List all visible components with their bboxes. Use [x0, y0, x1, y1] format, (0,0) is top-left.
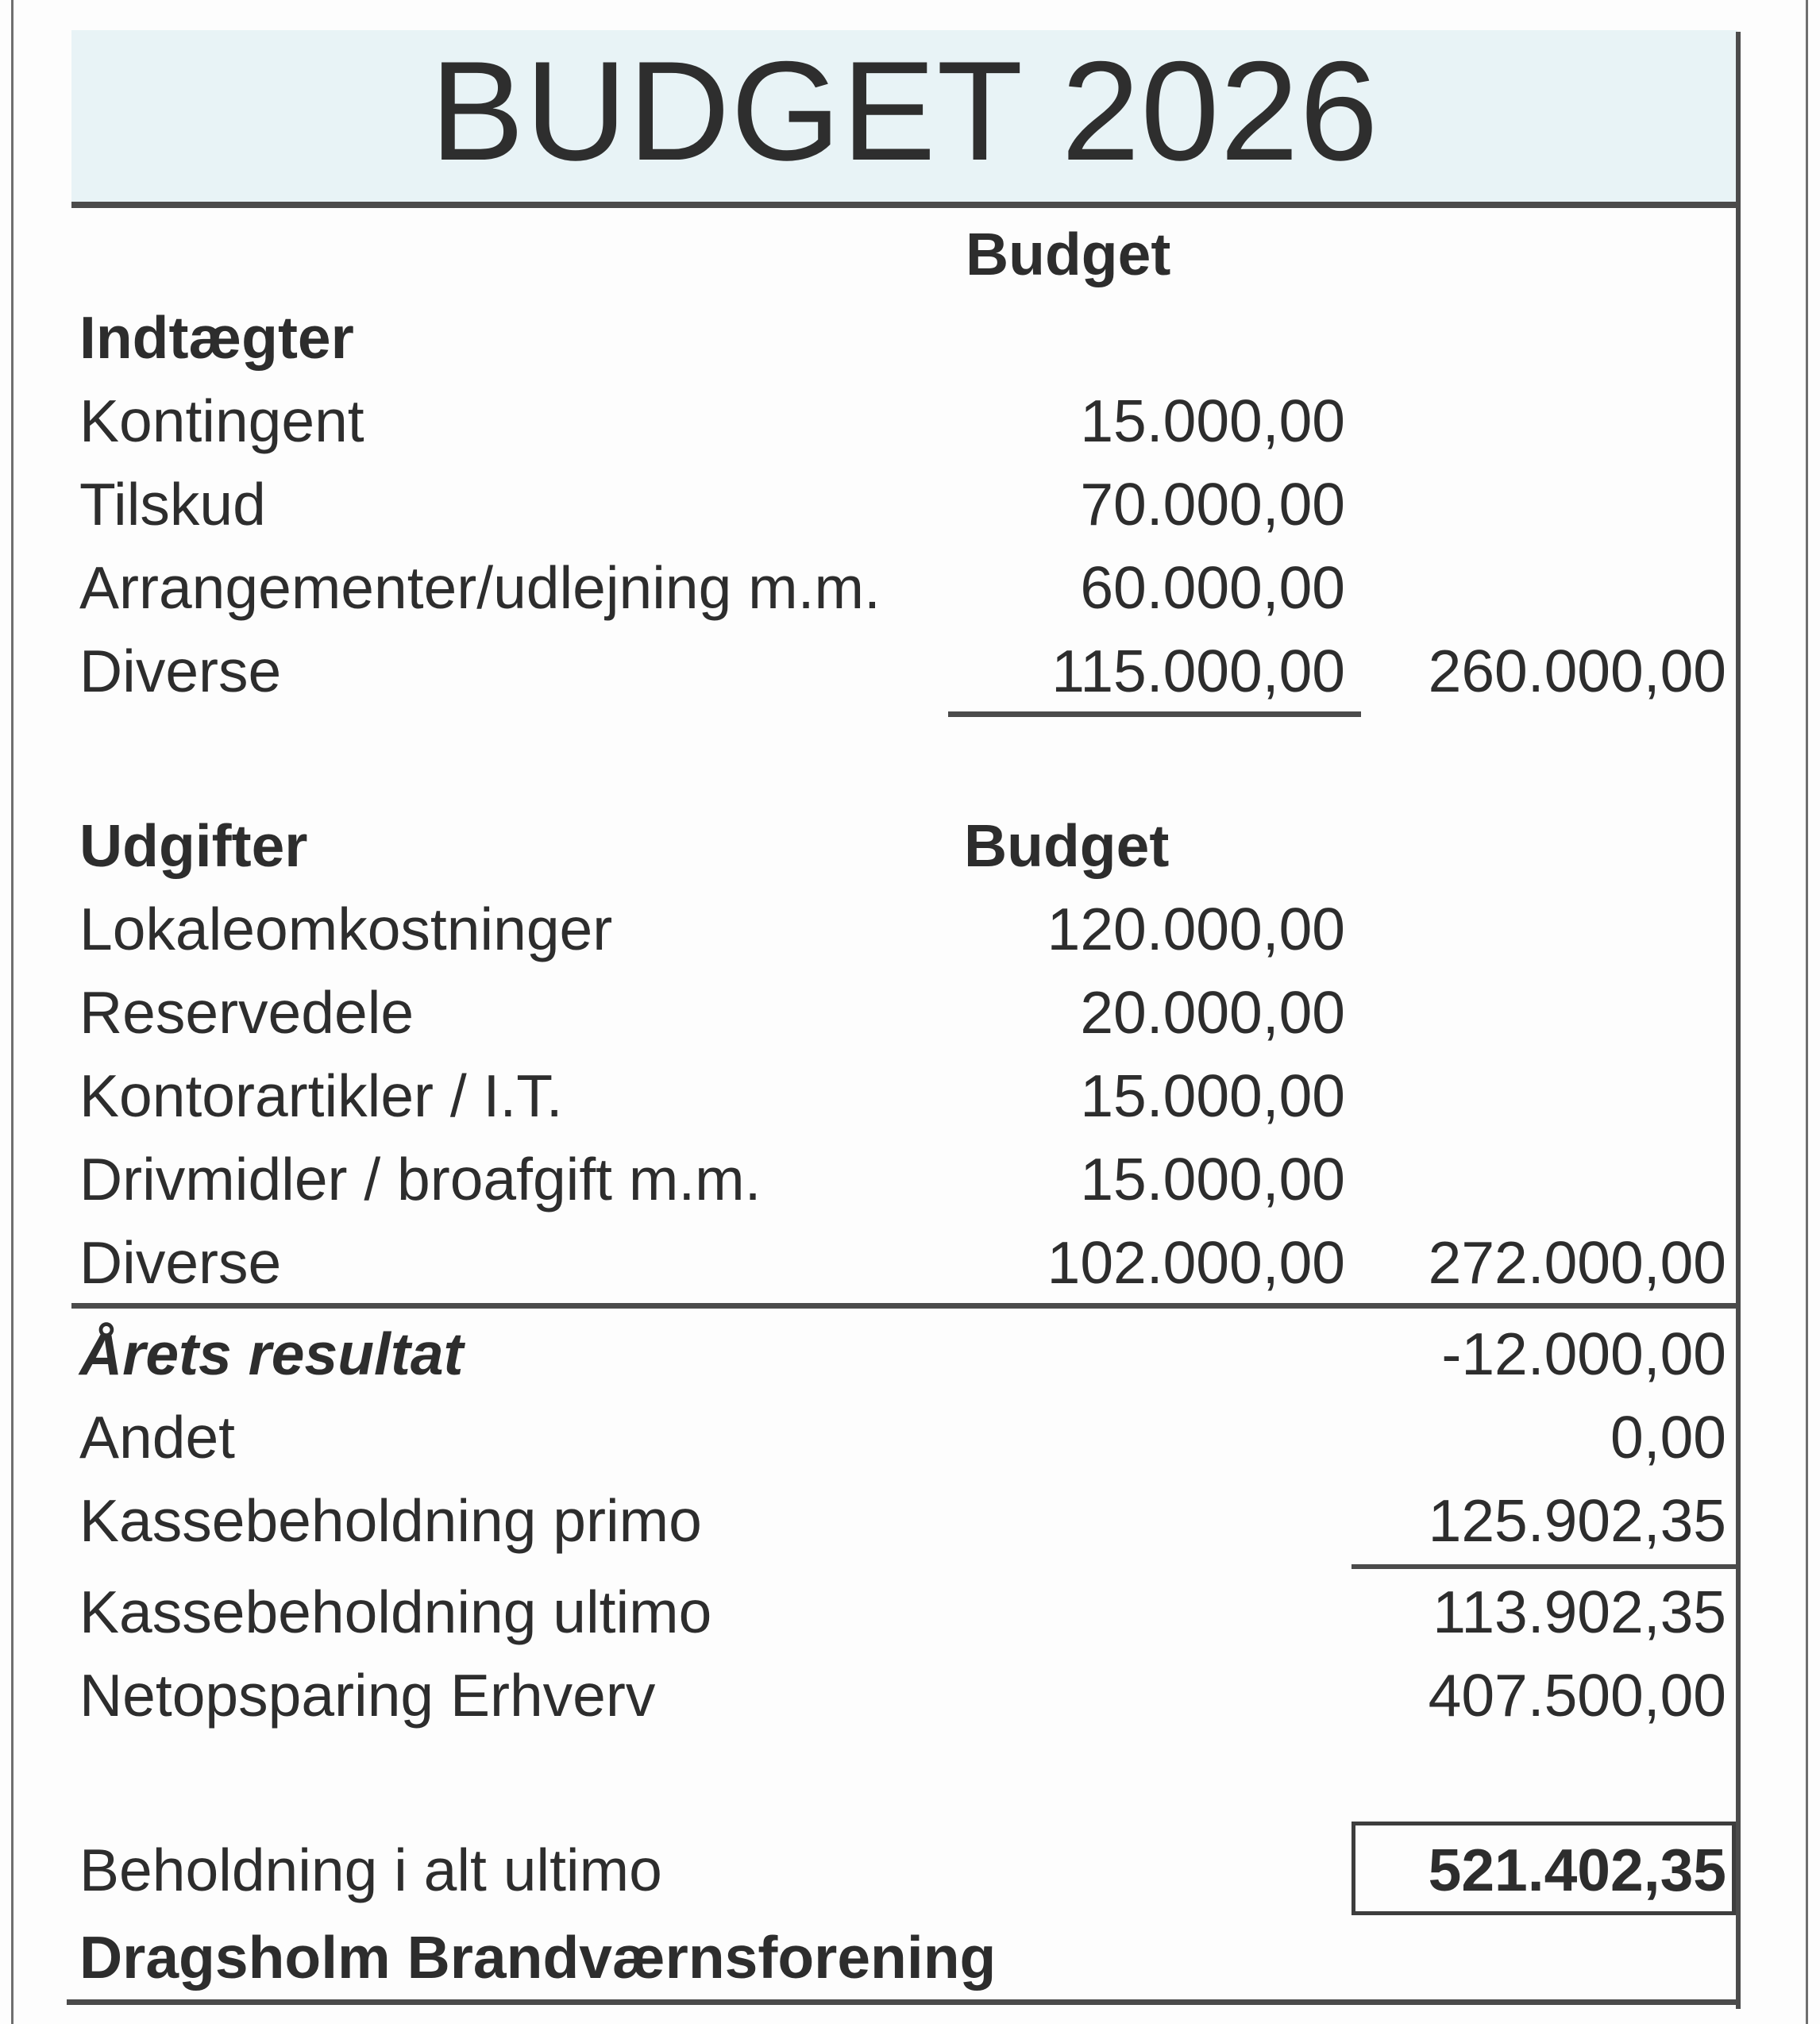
- income-label-1: Kontingent: [79, 387, 364, 454]
- cash-closing-label: Kassebeholdning ultimo: [79, 1579, 712, 1645]
- income-heading: Indtægter: [79, 304, 354, 371]
- income-amount-3: 60.000,00: [1080, 554, 1345, 621]
- page-title: BUDGET 2026: [430, 32, 1379, 190]
- cash-closing-amount: 113.902,35: [1432, 1579, 1726, 1645]
- title-underline: [71, 202, 1741, 208]
- result-label: Årets resultat: [79, 1320, 464, 1387]
- expense-amount-2: 20.000,00: [1080, 979, 1345, 1046]
- other-label: Andet: [79, 1404, 235, 1471]
- expense-amount-5: 102.000,00: [1047, 1229, 1345, 1296]
- expense-amount-3: 15.000,00: [1080, 1062, 1345, 1129]
- expense-label-5: Diverse: [79, 1229, 282, 1296]
- expense-label-1: Lokaleomkostninger: [79, 896, 613, 962]
- expense-amount-1: 120.000,00: [1047, 896, 1345, 962]
- organization-name: Dragsholm Brandværnsforening: [79, 1924, 997, 1991]
- expense-label-4: Drivmidler / broafgift m.m.: [79, 1146, 762, 1212]
- grand-total-amount: 521.402,35: [1428, 1837, 1726, 1903]
- grand-total-label: Beholdning i alt ultimo: [79, 1837, 662, 1903]
- cash-opening-label: Kassebeholdning primo: [79, 1487, 702, 1554]
- income-amount-4: 115.000,00: [1051, 638, 1345, 704]
- result-amount: -12.000,00: [1441, 1320, 1726, 1387]
- income-amount-1: 15.000,00: [1080, 387, 1345, 454]
- income-subtotal-rule: [948, 711, 1361, 717]
- expenses-heading: Udgifter: [79, 812, 308, 879]
- expenses-budget-header: Budget: [964, 812, 1170, 879]
- income-label-2: Tilskud: [79, 471, 266, 538]
- budget-column-header: Budget: [966, 221, 1171, 287]
- expense-amount-4: 15.000,00: [1080, 1146, 1345, 1212]
- income-label-4: Diverse: [79, 638, 282, 704]
- cash-opening-amount: 125.902,35: [1428, 1487, 1726, 1554]
- net-savings-label: Netopsparing Erhverv: [79, 1662, 656, 1729]
- expense-label-2: Reservedele: [79, 979, 415, 1046]
- expense-label-3: Kontorartikler / I.T.: [79, 1062, 563, 1129]
- income-total: 260.000,00: [1428, 638, 1726, 704]
- income-amount-2: 70.000,00: [1080, 471, 1345, 538]
- expense-total: 272.000,00: [1428, 1229, 1726, 1296]
- bottom-rule: [67, 1999, 1741, 2005]
- other-amount: 0,00: [1610, 1404, 1726, 1471]
- net-savings-amount: 407.500,00: [1428, 1662, 1726, 1729]
- table-right-border: [1736, 32, 1741, 2009]
- income-label-3: Arrangementer/udlejning m.m.: [79, 554, 881, 621]
- cash-subtotal-rule: [1352, 1564, 1741, 1569]
- expense-total-rule: [71, 1303, 1741, 1309]
